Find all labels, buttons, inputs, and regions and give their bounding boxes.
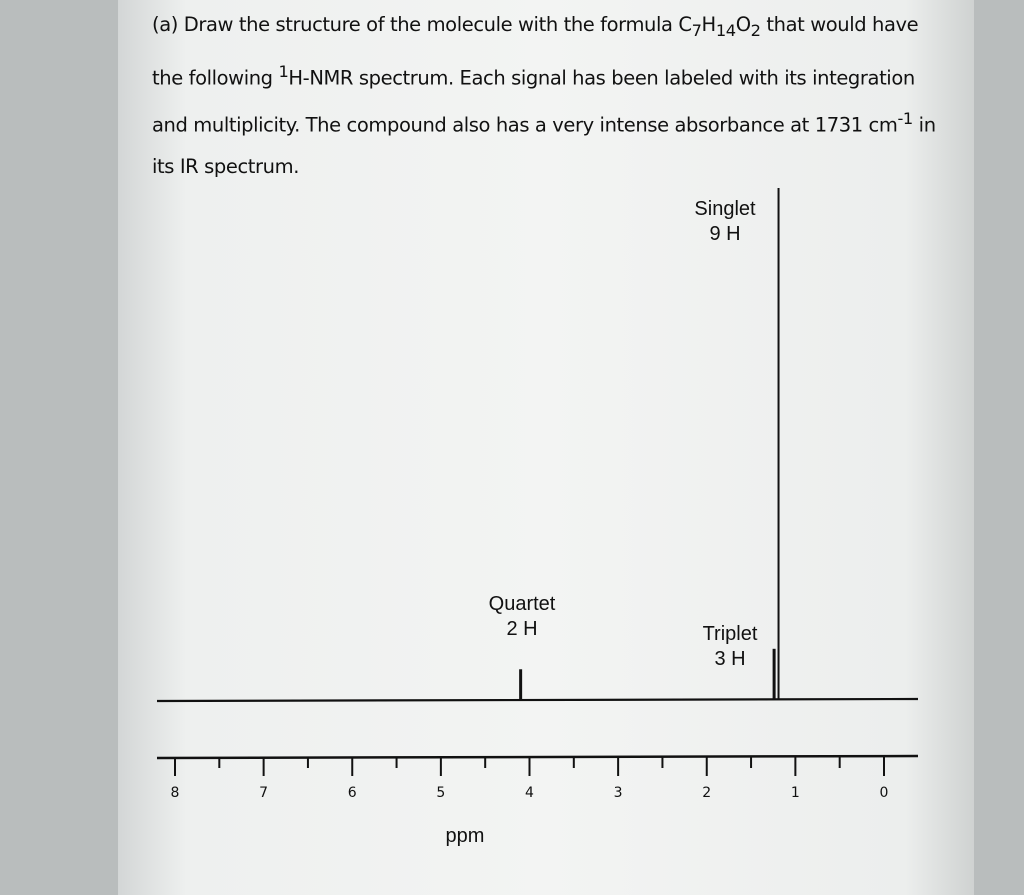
question-prefix: (a) Draw the structure of the molecule with the formula — [152, 13, 679, 36]
superscript-1: 1 — [278, 61, 289, 81]
peak-multiplicity-label: Quartet — [488, 593, 556, 615]
formula-h: H — [701, 13, 716, 36]
superscript-minus-1: -1 — [897, 109, 913, 129]
question-end: in its IR spectrum. — [152, 113, 936, 178]
x-tick-label: 2 — [702, 785, 712, 801]
formula-h-count: 14 — [715, 20, 736, 40]
x-tick-label: 8 — [170, 785, 180, 801]
x-tick-label: 0 — [879, 785, 889, 801]
x-tick-label: 4 — [525, 785, 534, 801]
x-tick-label: 7 — [259, 785, 269, 801]
formula-o: O — [735, 13, 751, 36]
formula-c: C — [678, 13, 692, 36]
peak-integration-label: 3 H — [714, 648, 746, 670]
x-tick-label: 3 — [613, 785, 623, 801]
question-text-2: H-NMR spectrum. Each signal has been labeled with its integration and multiplicity. The compound also has a very intense absorbance at 1731 cm — [152, 66, 915, 137]
peak-integration-label: 2 H — [506, 618, 538, 640]
peak-multiplicity-label: Singlet — [694, 198, 756, 220]
x-axis-line — [157, 756, 918, 758]
peak-integration-label: 9 H — [709, 223, 741, 245]
spectrum-baseline — [157, 699, 918, 701]
x-tick-label: 5 — [436, 785, 446, 801]
x-tick-label: 6 — [347, 785, 357, 801]
x-tick-label: 1 — [790, 785, 800, 801]
peak-multiplicity-label: Triplet — [702, 623, 758, 645]
x-axis-label: ppm — [445, 825, 485, 847]
formula-o-count: 2 — [750, 20, 761, 40]
question-text-1: that would have the following — [152, 13, 919, 90]
formula-c-count: 7 — [691, 20, 702, 40]
